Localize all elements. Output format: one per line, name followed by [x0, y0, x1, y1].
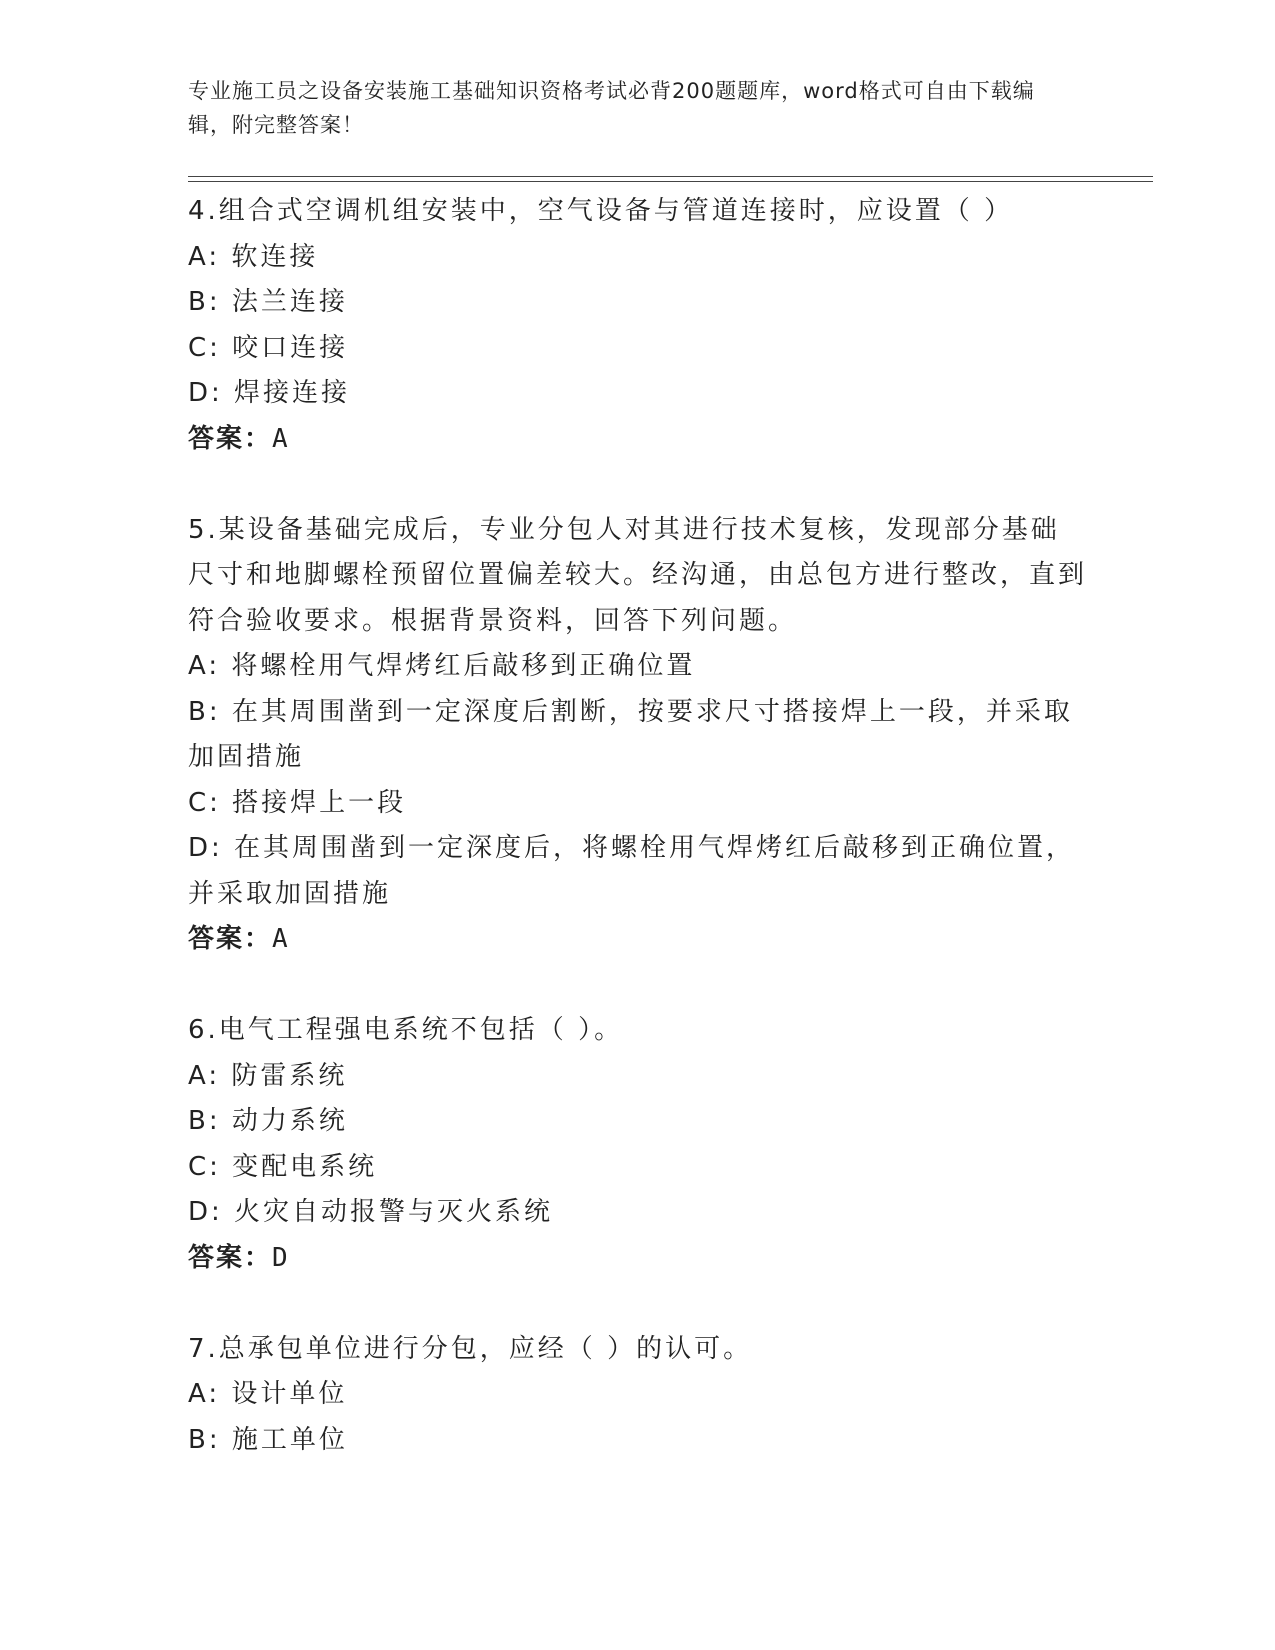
option-b: B: 施工单位 — [188, 1424, 348, 1455]
question-stem: 4.组合式空调机组安装中，空气设备与管道连接时，应设置（ ） — [188, 196, 1014, 226]
option-b: B: 动力系统 — [188, 1106, 348, 1136]
answer — [188, 917, 1088, 963]
option-d: D: 在其周围凿到一定深度后，将螺栓用气焊烤红后敲移到正确位置，并采取加固措施 — [188, 833, 1076, 909]
answer — [188, 1236, 1088, 1282]
option-c: C: 变配电系统 — [188, 1151, 378, 1182]
option-c: C: 咬口连接 — [188, 332, 349, 363]
answer-value: A — [272, 924, 288, 954]
option-c: C: 搭接焊上一段 — [188, 787, 407, 818]
option-b: B: 法兰连接 — [188, 287, 348, 317]
header-rule-bottom — [188, 181, 1153, 182]
answer-label: 答案： — [188, 1242, 273, 1273]
question-6 — [188, 1008, 1088, 1281]
answer-label: 答案： — [188, 924, 273, 954]
option-a: A: 将螺栓用气焊烤红后敲移到正确位置 — [188, 651, 696, 681]
question-list — [188, 189, 1088, 1509]
question-stem: 6.电气工程强电系统不包括（ ）。 — [188, 1015, 624, 1045]
option-d: D: 火灾自动报警与灭火系统 — [188, 1197, 554, 1227]
question-4 — [188, 189, 1088, 462]
header-text: 专业施工员之设备安装施工基础知识资格考试必背200题题库，word格式可自由下载编辑，附完整答案！ — [188, 79, 1035, 137]
option-a: A: 软连接 — [188, 241, 319, 272]
option-d: D: 焊接连接 — [188, 378, 351, 408]
option-a: A: 防雷系统 — [188, 1060, 348, 1091]
answer — [188, 417, 1088, 463]
answer-label: 答案： — [188, 423, 273, 454]
answer-value: D — [272, 1242, 288, 1273]
document-header — [188, 74, 1068, 142]
option-a: A: 设计单位 — [188, 1379, 348, 1409]
answer-value: A — [272, 423, 288, 454]
question-stem: 7.总承包单位进行分包，应经（ ）的认可。 — [188, 1333, 753, 1364]
header-rule-top — [188, 176, 1153, 177]
question-7 — [188, 1327, 1088, 1464]
question-5 — [188, 508, 1088, 963]
option-b: B: 在其周围凿到一定深度后割断，按要求尺寸搭接焊上一段，并采取加固措施 — [188, 696, 1073, 772]
question-stem: 5.某设备基础完成后，专业分包人对其进行技术复核，发现部分基础尺寸和地脚螺栓预留位置偏差较大。经沟通，由总包方进行整改，直到符合验收要求。根据背景资料，回答下列问题。 — [188, 514, 1088, 636]
